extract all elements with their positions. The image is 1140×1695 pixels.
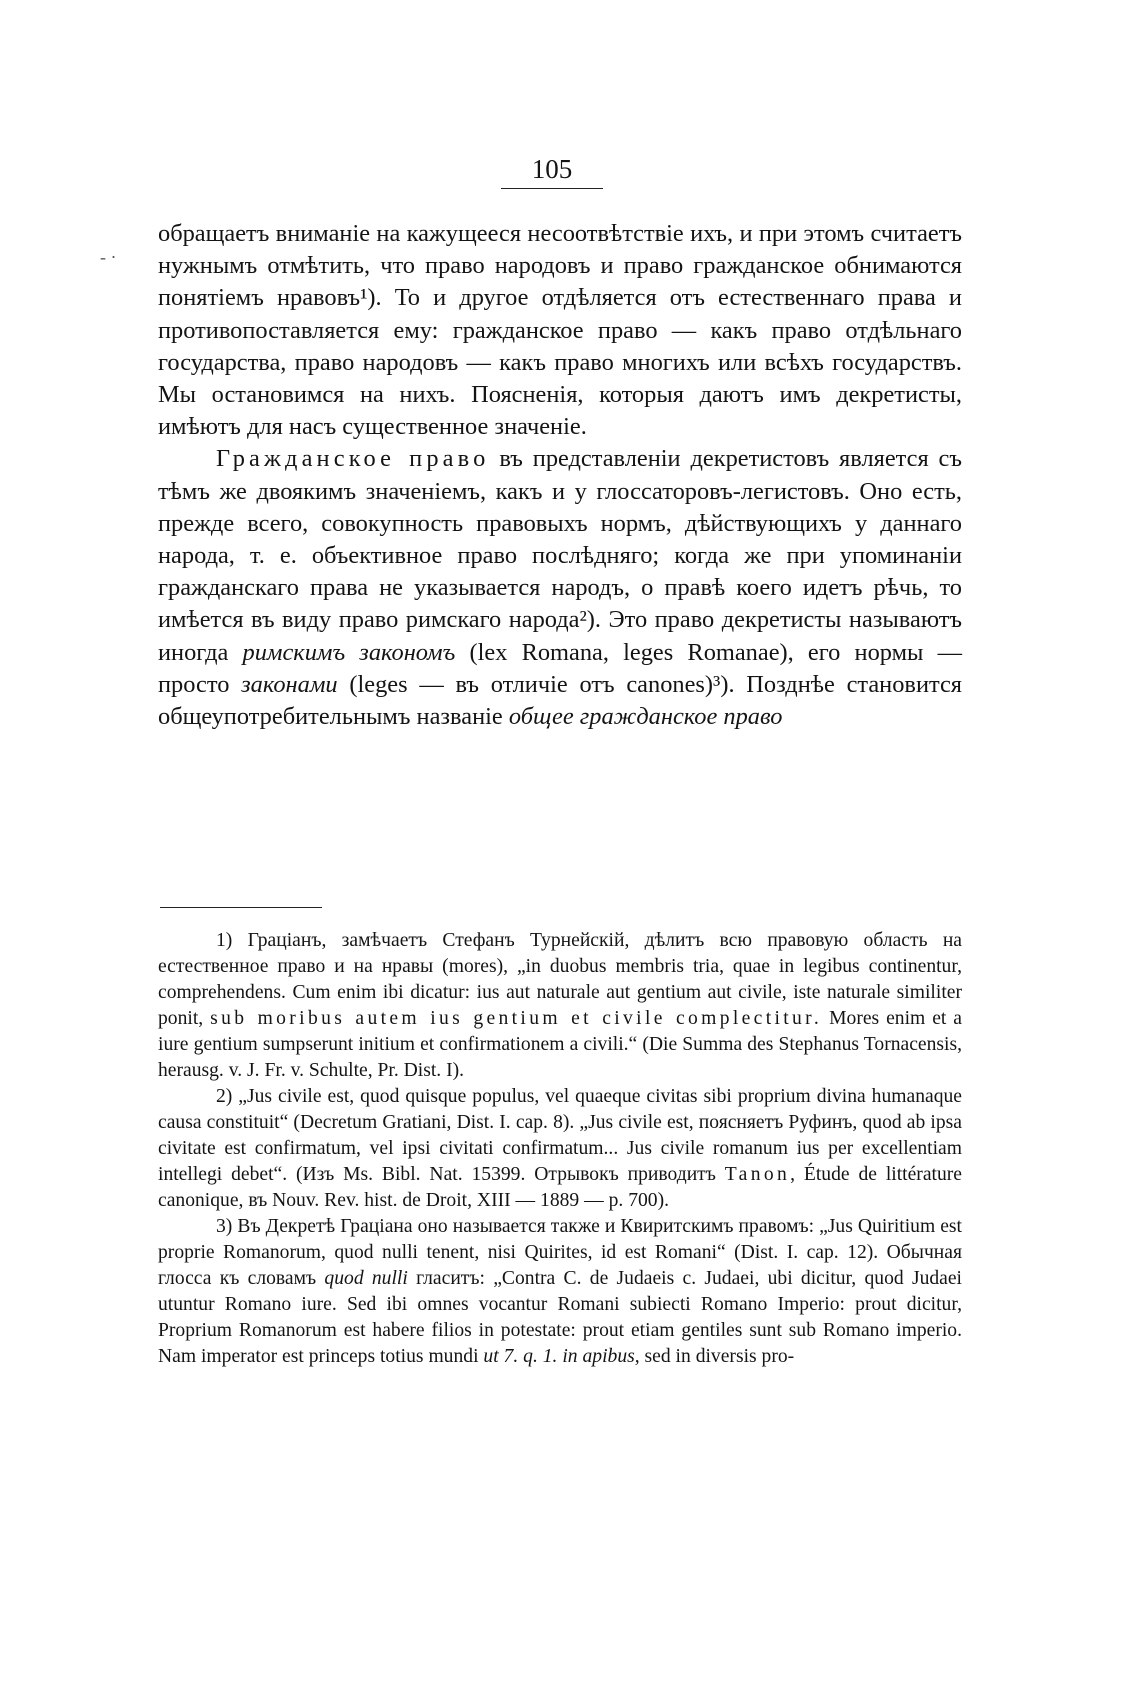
footnote-text: 3) Въ Декретѣ Граціана оно называется также и Квиритскимъ правомъ: „Jus Quiritium est proprie Romanorum, quod nulli tenent, nisi Quirites, id est Romani“ (Dist. I. cap. 12). Обычная глосса къ словамъ [158,1216,962,1289]
footnote-separator [160,907,322,908]
footnote-1 [158,928,962,1084]
paragraph-2-text: въ представленіи декретистовъ является съ тѣмъ же двоякимъ значеніемъ, какъ и у глоссаторовъ-легистовъ. Оно есть, прежде всего, совокупность правовыхъ нормъ, дѣйствующихъ у даннаго народа, т. е. объективное право послѣдняго; когда же при упоминаніи гражданскаго права не указывается народъ, о правѣ коего идетъ рѣчь, то имѣется въ виду право римскаго народа²). Это право декретисты называютъ иногда [158,445,962,666]
footnote-text: Mores enim et a iure gentium sumpserunt initium et confirmationem a civili.“ (Die Summa des Stephanus Tornacensis, herausg. v. J. Fr. v. Schulte, Pr. Dist. I). [158,1008,962,1081]
italic-term: quod nulli [324,1268,408,1289]
italic-term: ut 7. q. 1. in apibus, [483,1346,640,1367]
spaced-term: Гражданское право [216,445,490,473]
paragraph-2-text: (lex Romana, leges Romanae), его нормы — просто [158,638,962,698]
footnote-text: гласитъ: „Contra C. de Judaeis c. Judaei, ubi dicitur, quod Judaei utuntur Romano iure. Sed ibi omnes vocantur Romani subiecti Romano Imperio: prout dicitur, Proprium Romanorum est habere filios in potestate: prout etiam gentiles sunt sub Romano imperio. Nam imperator est princeps totius mundi [158,1268,962,1367]
footnote-text: 1) Граціанъ, замѣчаетъ Стефанъ Турнейскій, дѣлитъ всю правовую область на естественное право и на нравы (mores), „in duobus membris tria, quae in legibus continentur, comprehendens. Cum enim ibi dicatur: ius aut naturale aut gentium aut civile, iste naturale similiter ponit, [158,930,962,1029]
spaced-name: Tanon [724,1164,791,1185]
page-number: 105 [501,154,603,189]
paragraph-1: обращаетъ вниманіе на кажущееся несоотвѣтствіе ихъ, и при этомъ считаетъ нужнымъ отмѣтить, что право народовъ и право гражданское обнимаются понятіемъ нравовъ¹). То и другое отдѣляется отъ естественнаго права и противопоставляется ему: гражданское право — какъ право отдѣльнаго государства, право народовъ — какъ право многихъ или всѣхъ государствъ. Мы остановимся на нихъ. Поясненія, которыя даютъ имъ декретисты, имѣютъ для насъ существенное значеніе. [158,220,962,441]
paragraph-2 [158,443,962,733]
italic-term: римскимъ закономъ [242,638,456,666]
main-text [158,218,962,733]
spaced-phrase: sub moribus autem ius gentium et civile complectitur. [210,1008,823,1029]
paragraph-2-text: (leges — въ отличіе отъ canones)³). Позднѣе становится общеупотребительнымъ названіе [158,670,962,731]
footnote-text: sed in diversis pro- [639,1346,795,1367]
footnote-text: , Étude de littérature canonique, въ Nouv. Rev. hist. de Droit, XIII — 1889 — p. 700). [158,1164,962,1211]
footnote-2 [158,1084,962,1214]
footnote-text: 2) „Jus civile est, quod quisque populus, vel quaeque civitas sibi proprium divina humanaque causa constituit“ (Decretum Gratiani, Dist. I. cap. 8). „Jus civile est, поясняетъ Руфинъ, quod ab ipsa civitate est confirmatum, vel ipsi civitati confirmatum... Jus civile romanum ius per excellentiam intellegi debet“. (Изъ Ms. Bibl. Nat. 15399. Отрывокъ приводитъ [158,1086,962,1185]
footnotes [158,928,962,1370]
italic-term: общее гражданское право [508,703,783,731]
footnote-3 [158,1214,962,1370]
italic-term: законами [241,670,338,698]
margin-mark: - · [100,247,117,267]
